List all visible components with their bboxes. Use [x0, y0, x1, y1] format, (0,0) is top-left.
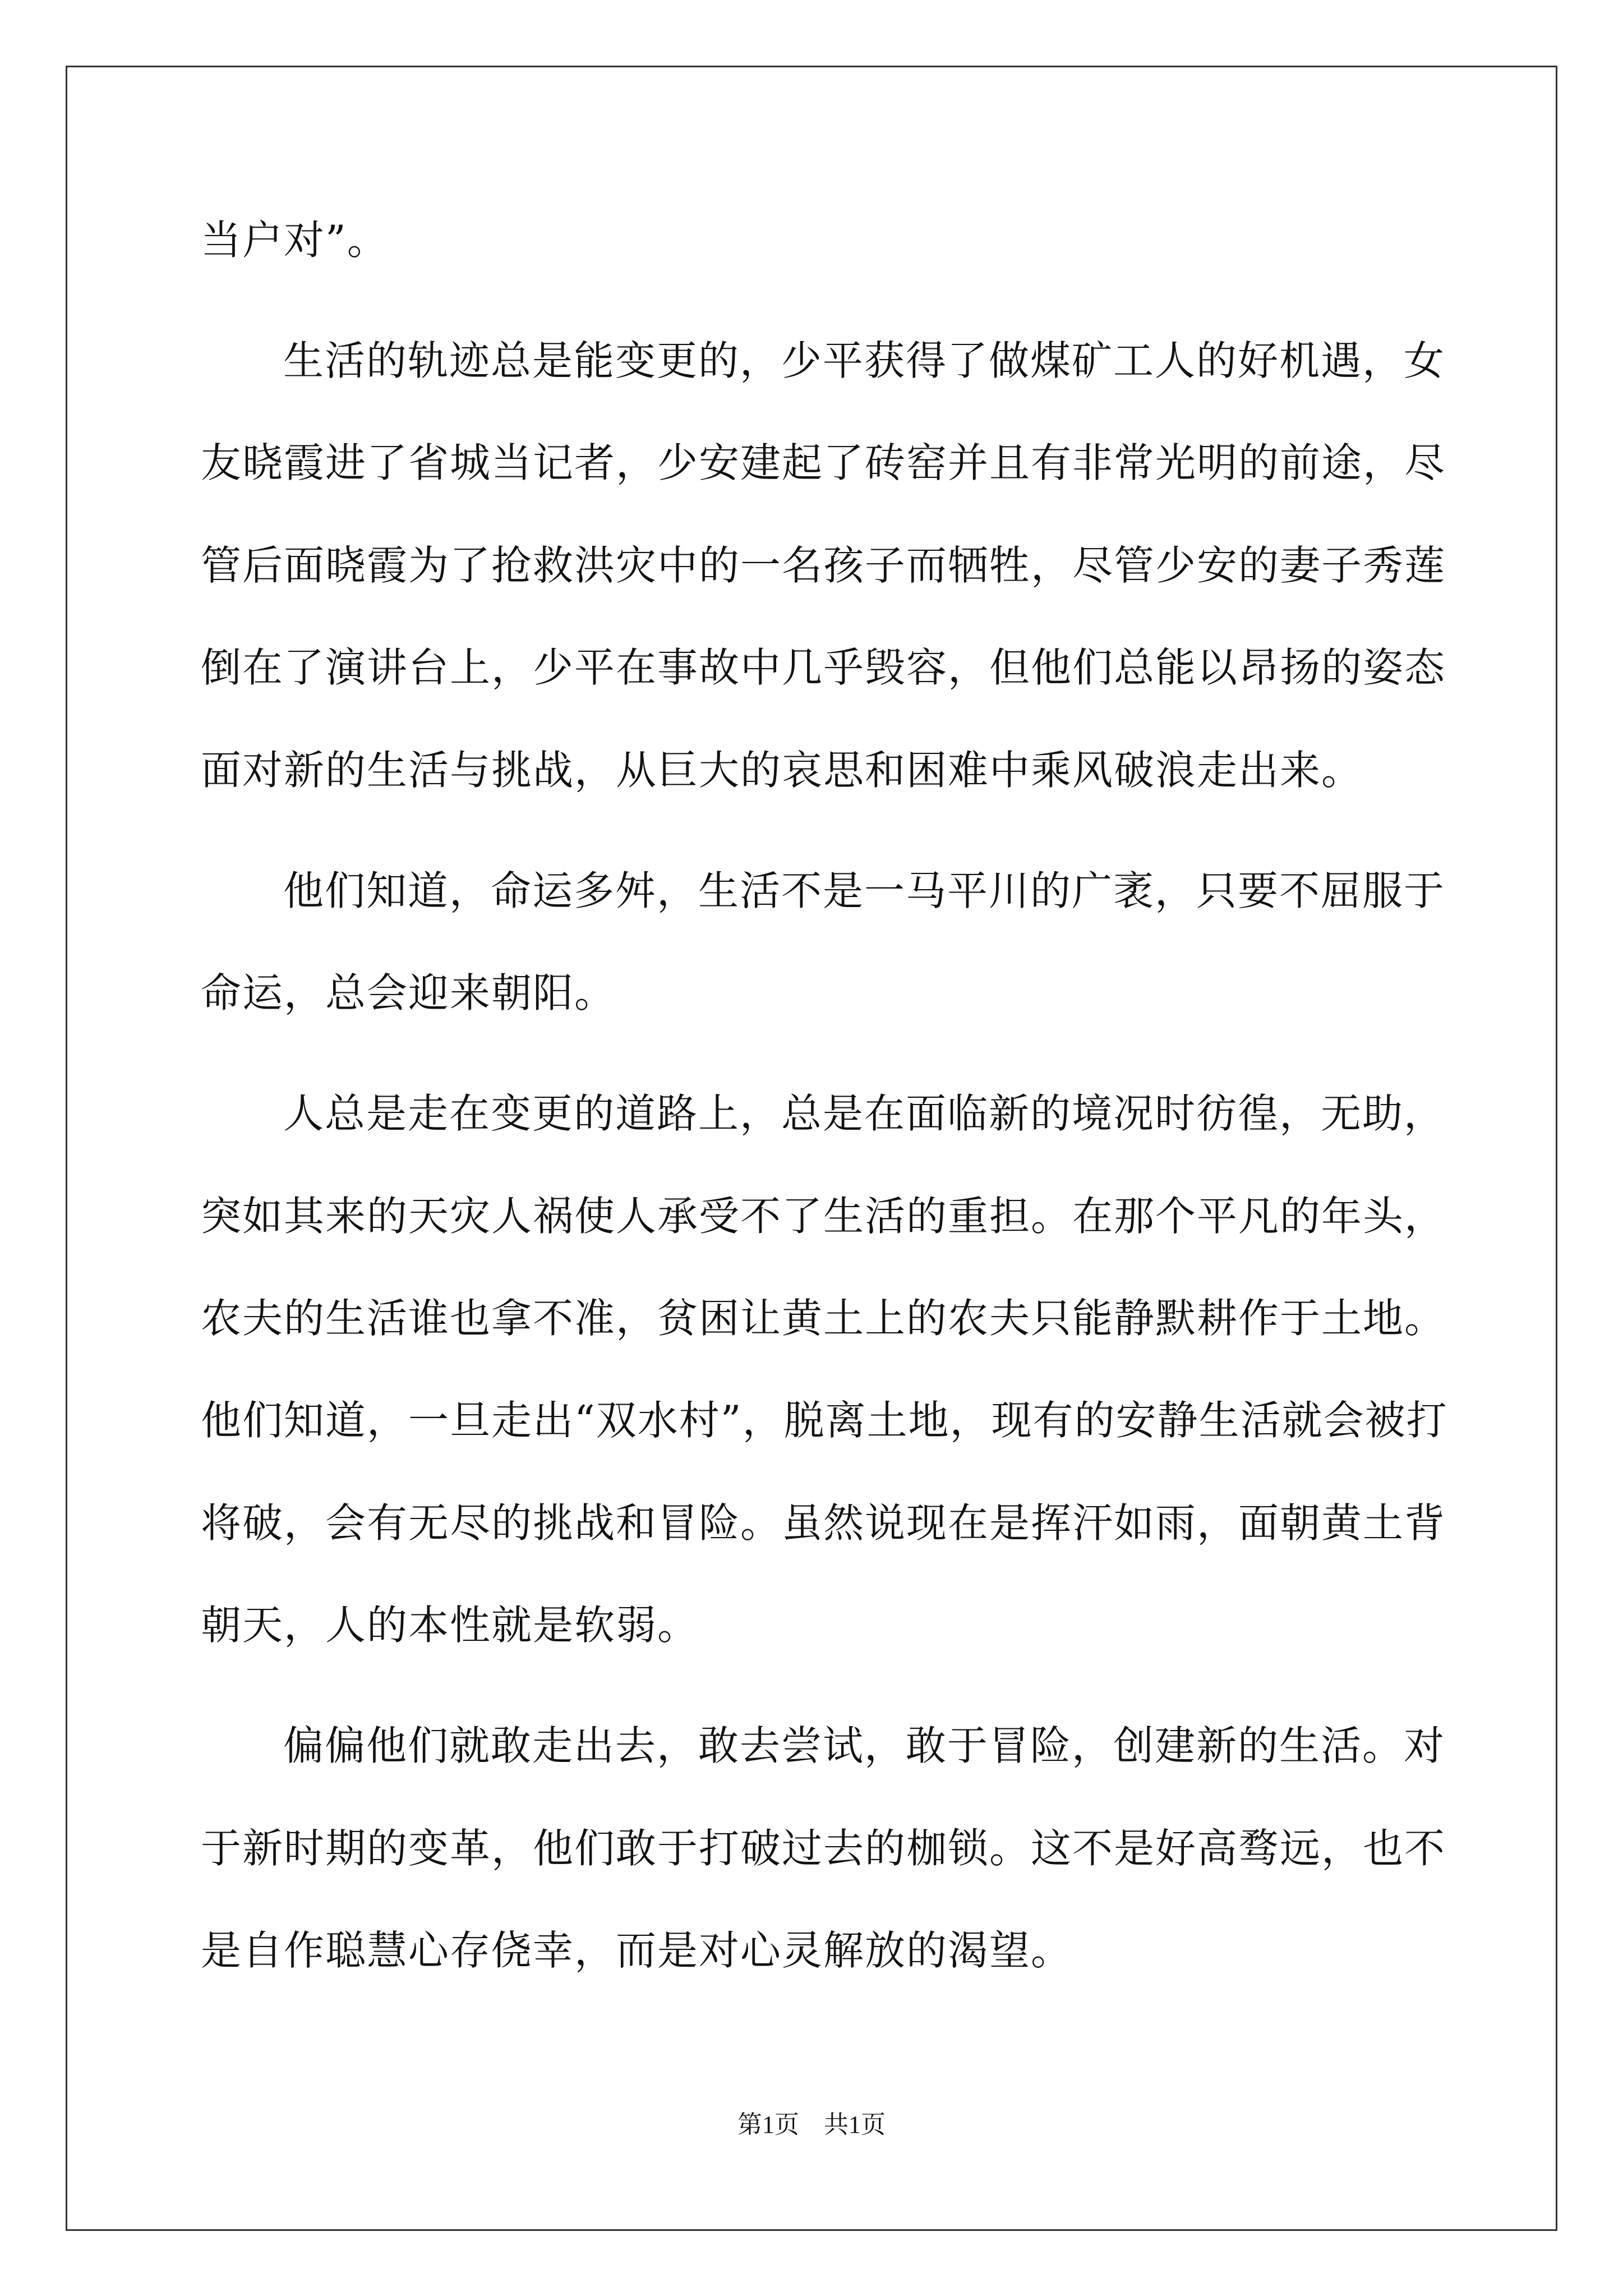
paragraph-4-line-1: 人总是走在变更的道路上，总是在面临新的境况时彷徨，无助，: [283, 1090, 1446, 1137]
paragraph-3-line-1: 他们知道，命运多舛，生活不是一马平川的广袤，只要不屈服于: [283, 867, 1446, 914]
paragraph-4-line-3: 农夫的生活谁也拿不准，贫困让黄土上的农夫只能静默耕作于土地。: [201, 1295, 1446, 1342]
paragraph-3-line-2: 命运，总会迎来朝阳。: [201, 969, 616, 1016]
paragraph-4-line-5: 将破，会有无尽的挑战和冒险。虽然说现在是挥汗如雨，面朝黄土背: [201, 1499, 1446, 1547]
paragraph-2-line-4: 倒在了演讲台上，少平在事故中几乎毁容，但他们总能以昂扬的姿态: [201, 644, 1446, 691]
paragraph-4-line-2: 突如其来的天灾人祸使人承受不了生活的重担。在那个平凡的年头，: [201, 1193, 1446, 1240]
paragraph-4-line-6: 朝天，人的本性就是软弱。: [201, 1602, 699, 1649]
paragraph-2-line-3: 管后面晓霞为了抢救洪灾中的一名孩子而牺牲，尽管少安的妻子秀莲: [201, 542, 1446, 589]
paragraph-1-line-1: 当户对”。: [201, 217, 389, 264]
paragraph-2-line-5: 面对新的生活与挑战，从巨大的哀思和困难中乘风破浪走出来。: [201, 747, 1363, 794]
paragraph-2-line-2: 友晓霞进了省城当记者，少安建起了砖窑并且有非常光明的前途，尽: [201, 439, 1446, 486]
paragraph-5-line-2: 于新时期的变革，他们敢于打破过去的枷锁。这不是好高骛远，也不: [201, 1825, 1446, 1872]
page-number-footer: 第1页 共1页: [737, 2111, 886, 2138]
paragraph-2-line-1: 生活的轨迹总是能变更的，少平获得了做煤矿工人的好机遇，女: [283, 337, 1446, 384]
paragraph-4-line-4: 他们知道，一旦走出“双水村”，脱离土地，现有的安静生活就会被打: [201, 1397, 1448, 1444]
page-border: [66, 66, 1557, 2231]
paragraph-5-line-3: 是自作聪慧心存侥幸，而是对心灵解放的渴望。: [201, 1927, 1073, 1974]
paragraph-5-line-1: 偏偏他们就敢走出去，敢去尝试，敢于冒险，创建新的生活。对: [283, 1722, 1446, 1769]
